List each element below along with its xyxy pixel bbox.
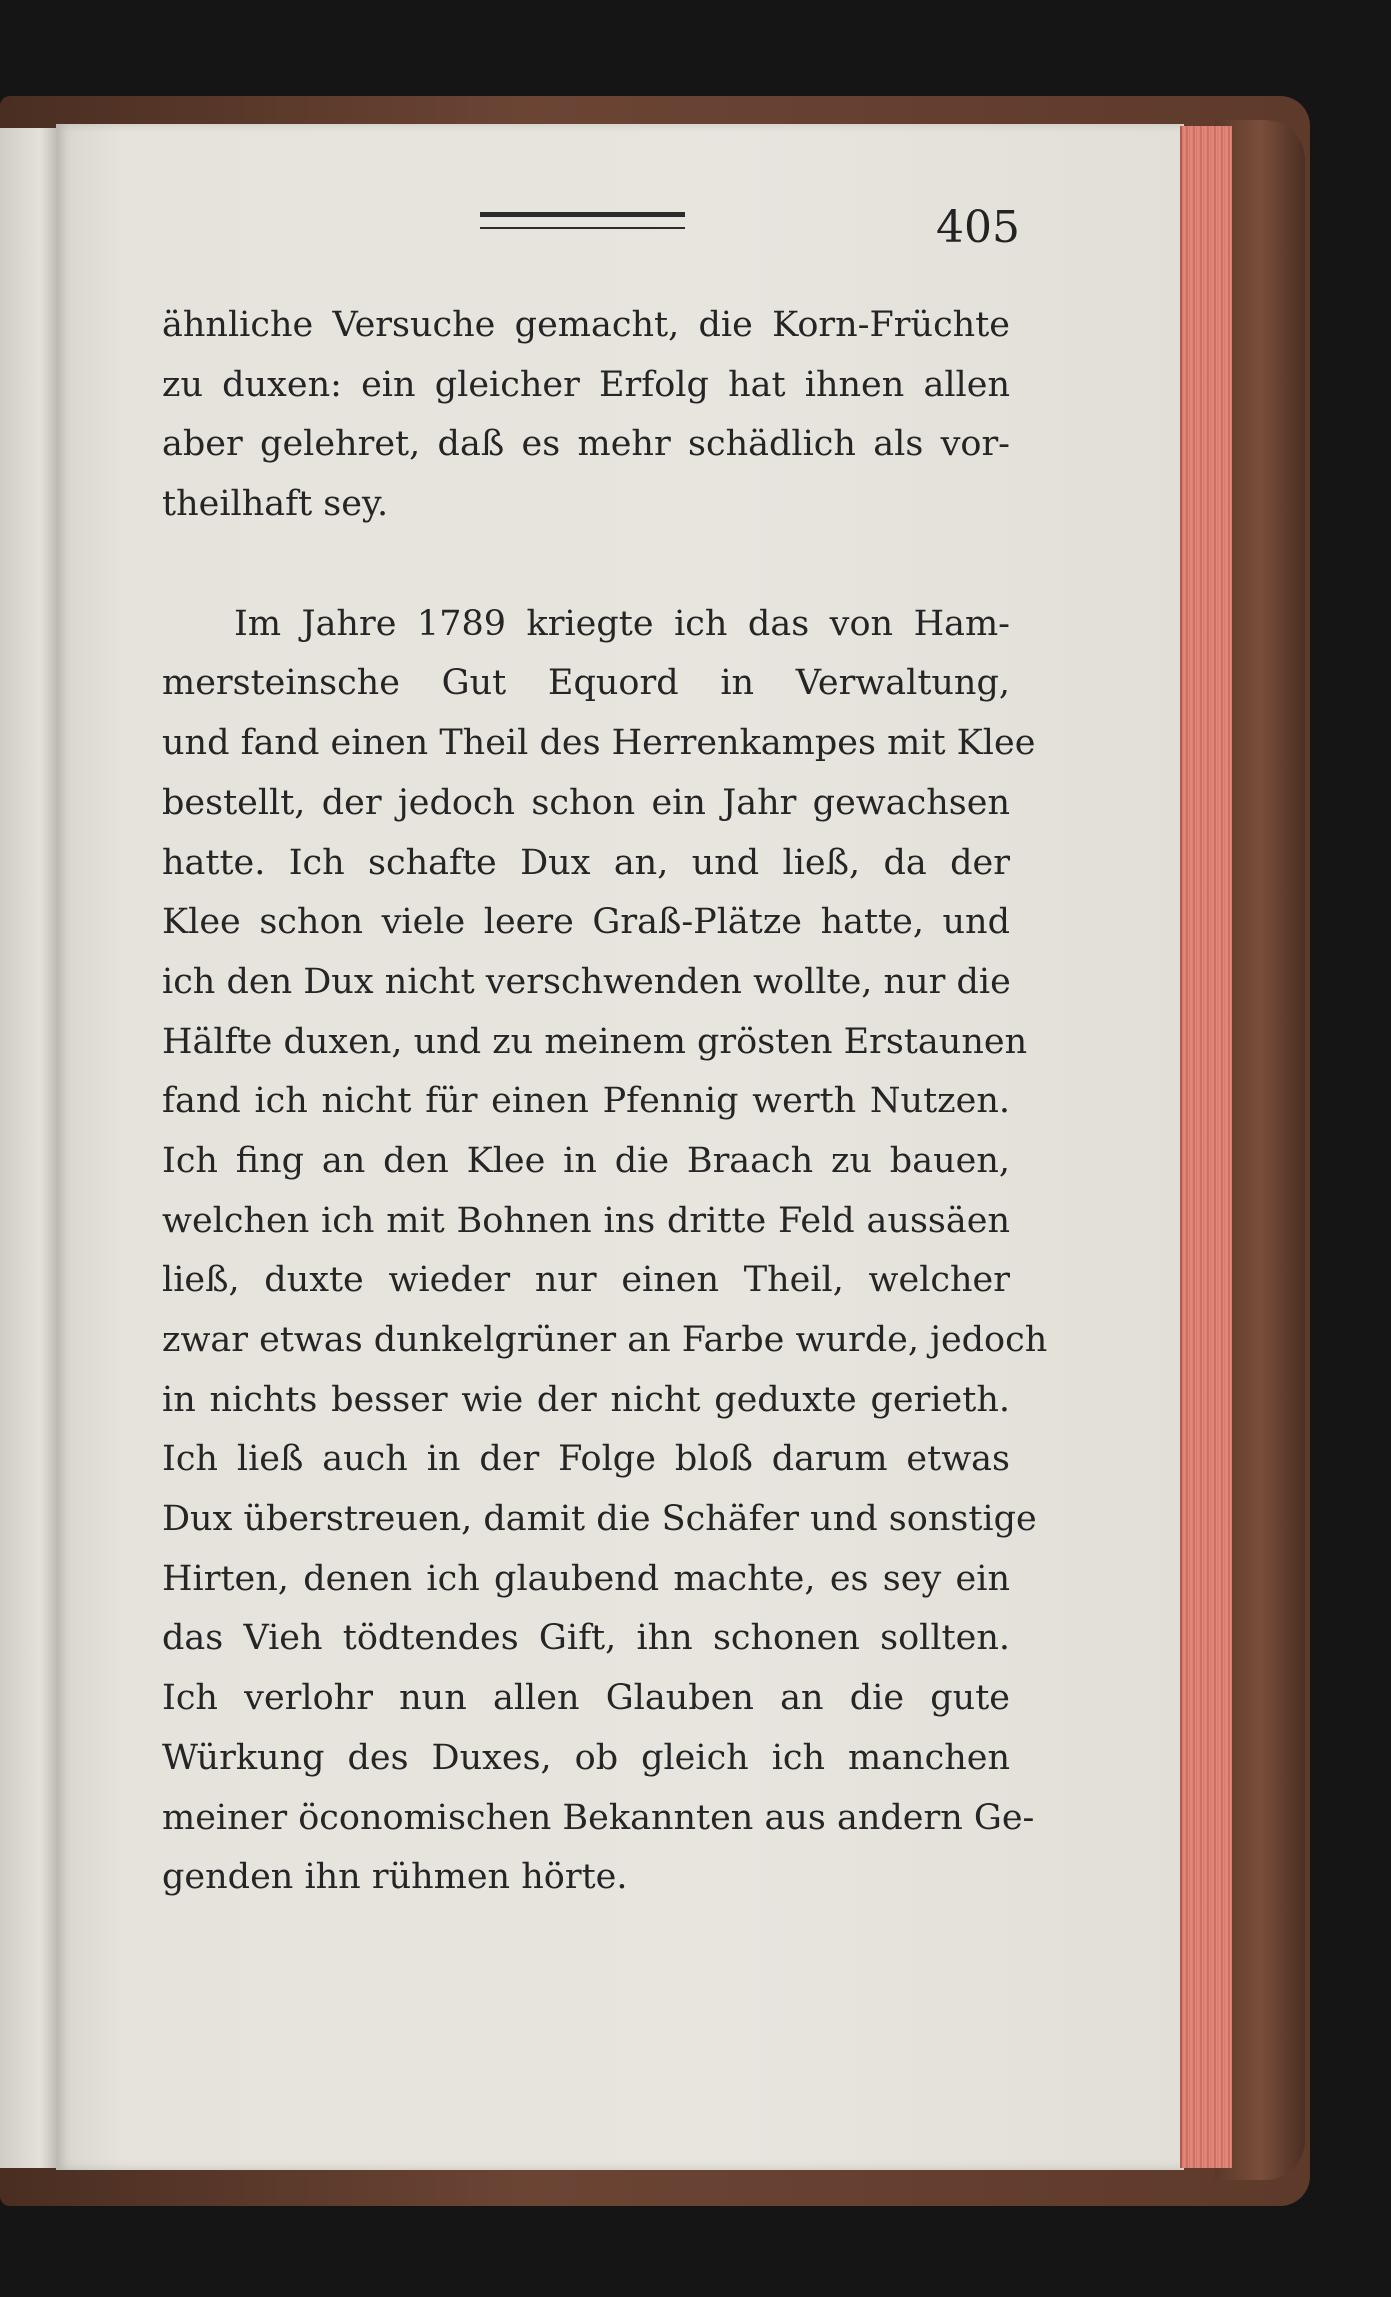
text-line: meiner öconomischen Bekannten aus andern Ge-	[162, 1797, 1035, 1838]
text-line: genden ihn rühmen hörte.	[162, 1857, 628, 1898]
header-rule	[480, 212, 685, 229]
text-line: in nichts besser wie der nicht geduxte gerieth.	[162, 1379, 1010, 1420]
text-line: und fand einen Theil des Herrenkampes mit Klee	[162, 723, 1036, 764]
text-line: Würkung des Duxes, ob gleich ich manchen	[162, 1737, 1010, 1778]
text-line: Ich verlohr nun allen Glauben an die gute	[162, 1678, 1010, 1719]
text-line: ließ, duxte wieder nur einen Theil, welcher	[162, 1260, 1010, 1301]
text-line: Ich ließ auch in der Folge bloß darum etwas	[162, 1439, 1010, 1480]
body-text	[162, 296, 1048, 1908]
paragraph-gap	[162, 535, 1010, 595]
paragraph	[162, 296, 1010, 535]
text-line: bestellt, der jedoch schon ein Jahr gewachsen	[162, 782, 1010, 823]
text-line: Ich fing an den Klee in die Braach zu bauen,	[162, 1140, 1010, 1181]
text-line: das Vieh tödtendes Gift, ihn schonen sollten.	[162, 1618, 1010, 1659]
text-line: aber gelehret, daß es mehr schädlich als vor-	[162, 424, 1010, 465]
text-line: theilhaft sey.	[162, 484, 389, 525]
text-line: Hirten, denen ich glaubend machte, es sey ein	[162, 1558, 1010, 1599]
text-line: Klee schon viele leere Graß-Plätze hatte, und	[162, 902, 1010, 943]
text-line: ähnliche Versuche gemacht, die Korn-Früchte	[162, 305, 1010, 345]
text-line: fand ich nicht für einen Pfennig werth Nutzen.	[162, 1081, 1010, 1122]
page-number: 405	[936, 202, 1020, 253]
text-line: hatte. Ich schafte Dux an, und ließ, da der	[162, 842, 1010, 883]
text-line: Hälfte duxen, und zu meinem grösten Erstaunen	[162, 1021, 1028, 1062]
text-line: Im Jahre 1789 kriegte ich das von Ham-	[234, 603, 1010, 644]
red-page-edges	[1180, 126, 1232, 2168]
text-line: welchen ich mit Bohnen ins dritte Feld aussäen	[162, 1200, 1010, 1241]
text-line: ich den Dux nicht verschwenden wollte, nur die	[162, 961, 1011, 1002]
facing-page-edge	[0, 128, 60, 2168]
text-line: zu duxen: ein gleicher Erfolg hat ihnen allen	[162, 364, 1010, 405]
text-line: Dux überstreuen, damit die Schäfer und sonstige	[162, 1499, 1037, 1540]
text-line: mersteinsche Gut Equord in Verwaltung,	[162, 663, 1010, 704]
paragraph	[162, 595, 1048, 1908]
text-line: zwar etwas dunkelgrüner an Farbe wurde, jedoch	[162, 1320, 1048, 1360]
